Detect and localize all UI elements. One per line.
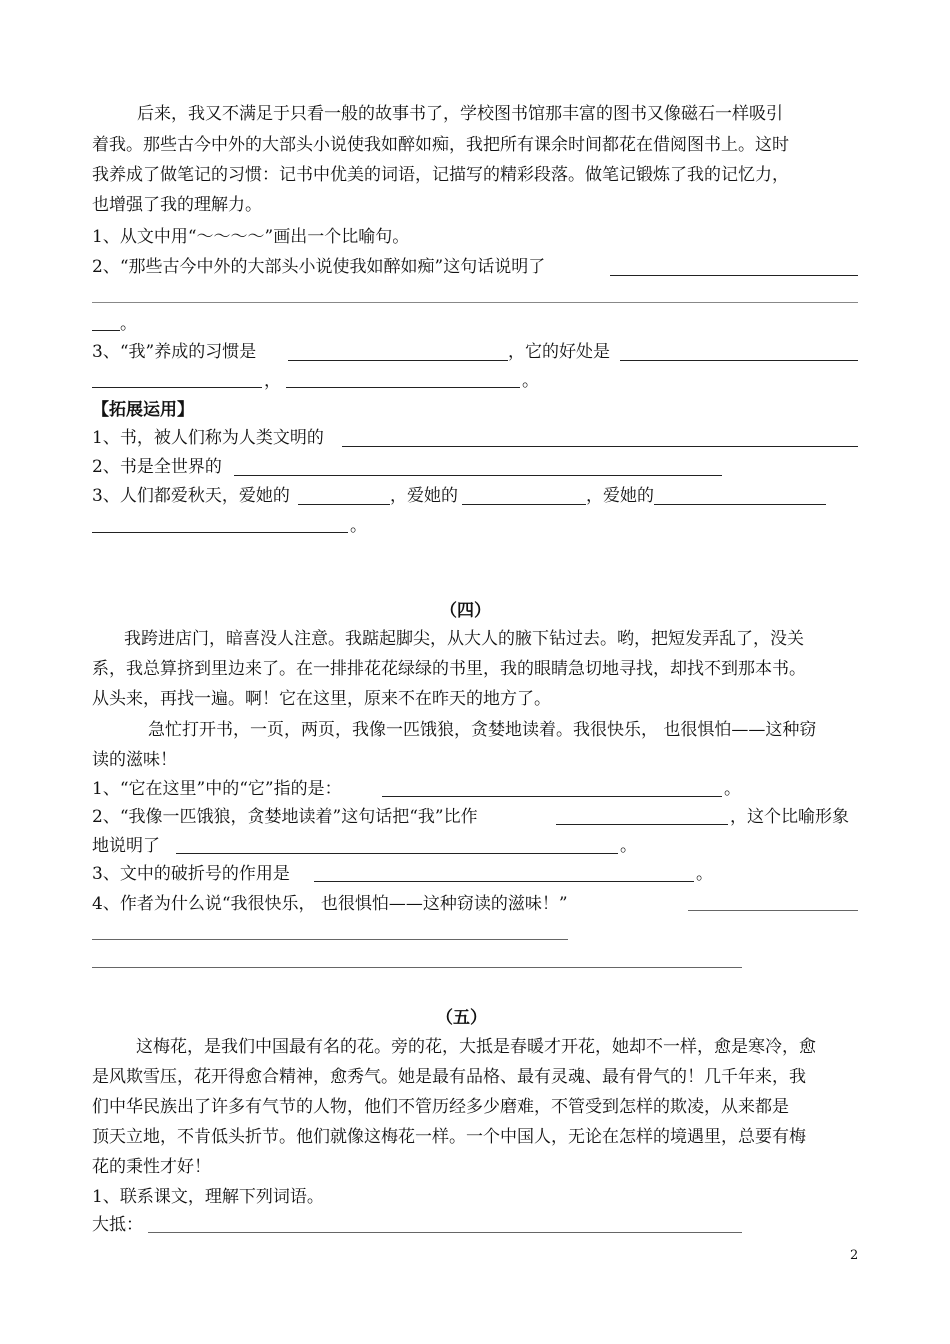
paragraph-line: 们中华民族出了许多有气节的人物，他们不管历经多少磨难，不管受到怎样的欺凌，从来都是 [92, 1097, 789, 1117]
answer-blank[interactable] [610, 275, 858, 276]
answer-blank[interactable] [654, 504, 826, 505]
question-3-end: 。 [696, 864, 713, 884]
answer-blank[interactable] [92, 302, 858, 303]
question-1: 1、联系课文，理解下列词语。 [92, 1187, 324, 1207]
answer-blank[interactable] [556, 824, 728, 825]
answer-blank[interactable] [688, 910, 858, 911]
paragraph-line: 这梅花，是我们中国最有名的花。旁的花，大抵是春暖才开花，她却不一样，愈是寒冷，愈 [136, 1037, 816, 1057]
paragraph-line: 也增强了我的理解力。 [92, 195, 262, 215]
question-2-end: 。 [120, 314, 137, 334]
extension-question-1: 1、书，被人们称为人类文明的 [92, 428, 324, 448]
answer-blank[interactable] [314, 881, 694, 882]
paragraph-line: 后来，我又不满足于只看一般的故事书了，学校图书馆那丰富的图书又像磁石一样吸引 [137, 104, 783, 124]
word-label: 大抵： [92, 1215, 143, 1235]
question-2-end: 。 [620, 836, 637, 856]
answer-blank[interactable] [176, 853, 618, 854]
answer-blank[interactable] [92, 387, 262, 388]
paragraph-line: 顶天立地，不肯低头折节。他们就像这梅花一样。一个中国人，无论在怎样的境遇里，总要有梅 [92, 1127, 806, 1147]
paragraph-line: 我养成了做笔记的习惯：记书中优美的词语，记描写的精彩段落。做笔记锻炼了我的记忆力， [92, 165, 789, 185]
paragraph-line: 从头来，再找一遍。啊！它在这里，原来不在昨天的地方了。 [92, 689, 551, 709]
extension-question-2: 2、书是全世界的 [92, 457, 222, 477]
extension-question-3-end: 。 [350, 516, 367, 536]
answer-blank[interactable] [382, 796, 722, 797]
question-3-end: 。 [522, 371, 539, 391]
answer-blank[interactable] [148, 1232, 742, 1233]
question-3: 3、“我”养成的习惯是 [92, 342, 257, 362]
question-1: 1、从文中用“～～～～”画出一个比喻句。 [92, 227, 410, 247]
question-1-end: 。 [724, 779, 741, 799]
extension-question-3-part: ，爱她的 [586, 486, 654, 506]
paragraph-line: 急忙打开书，一页，两页，我像一匹饿狼，贪婪地读着。我很快乐， 也很惧怕——这种窃 [148, 720, 817, 740]
extension-heading: 【拓展运用】 [92, 400, 194, 420]
question-3: 3、文中的破折号的作用是 [92, 864, 290, 884]
question-3-part: ，它的好处是 [508, 342, 610, 362]
answer-blank[interactable] [342, 446, 858, 447]
question-2: 2、“那些古今中外的大部头小说使我如醉如痴”这句话说明了 [92, 257, 546, 277]
paragraph-line: 花的秉性才好！ [92, 1157, 211, 1177]
answer-blank[interactable] [288, 360, 508, 361]
paragraph-line: 是风欺雪压，花开得愈合精神，愈秀气。她是最有品格、最有灵魂、最有骨气的！几千年来，我 [92, 1067, 806, 1087]
answer-blank[interactable] [234, 475, 722, 476]
section-title: （四） [440, 601, 491, 621]
extension-question-3: 3、人们都爱秋天，爱她的 [92, 486, 290, 506]
answer-blank[interactable] [92, 532, 348, 533]
paragraph-line: 系，我总算挤到里边来了。在一排排花花绿绿的书里，我的眼睛急切地寻找，却找不到那本书。 [92, 659, 806, 679]
answer-blank[interactable] [286, 387, 520, 388]
answer-blank[interactable] [620, 360, 858, 361]
answer-blank[interactable] [298, 504, 390, 505]
answer-blank[interactable] [92, 330, 120, 331]
paragraph-line: 我跨进店门，暗喜没人注意。我踮起脚尖，从大人的腋下钻过去。哟，把短发弄乱了，没关 [124, 629, 804, 649]
answer-blank[interactable] [92, 967, 742, 968]
extension-question-3-part: ，爱她的 [390, 486, 458, 506]
question-3-part: ， [264, 371, 281, 391]
answer-blank[interactable] [462, 504, 586, 505]
question-4: 4、作者为什么说“我很快乐， 也很惧怕——这种窃读的滋味！” [92, 894, 568, 914]
section-title: （五） [436, 1008, 487, 1028]
question-2-part: 地说明了 [92, 836, 160, 856]
page-number: 2 [850, 1248, 859, 1263]
paragraph-line: 读的滋味！ [92, 750, 177, 770]
question-2: 2、“我像一匹饿狼，贪婪地读着”这句话把“我”比作 [92, 807, 478, 827]
question-2-part: ，这个比喻形象 [730, 807, 849, 827]
question-1: 1、“它在这里”中的“它”指的是： [92, 779, 342, 799]
answer-blank[interactable] [92, 939, 568, 940]
paragraph-line: 着我。那些古今中外的大部头小说使我如醉如痴，我把所有课余时间都花在借阅图书上。这时 [92, 135, 789, 155]
